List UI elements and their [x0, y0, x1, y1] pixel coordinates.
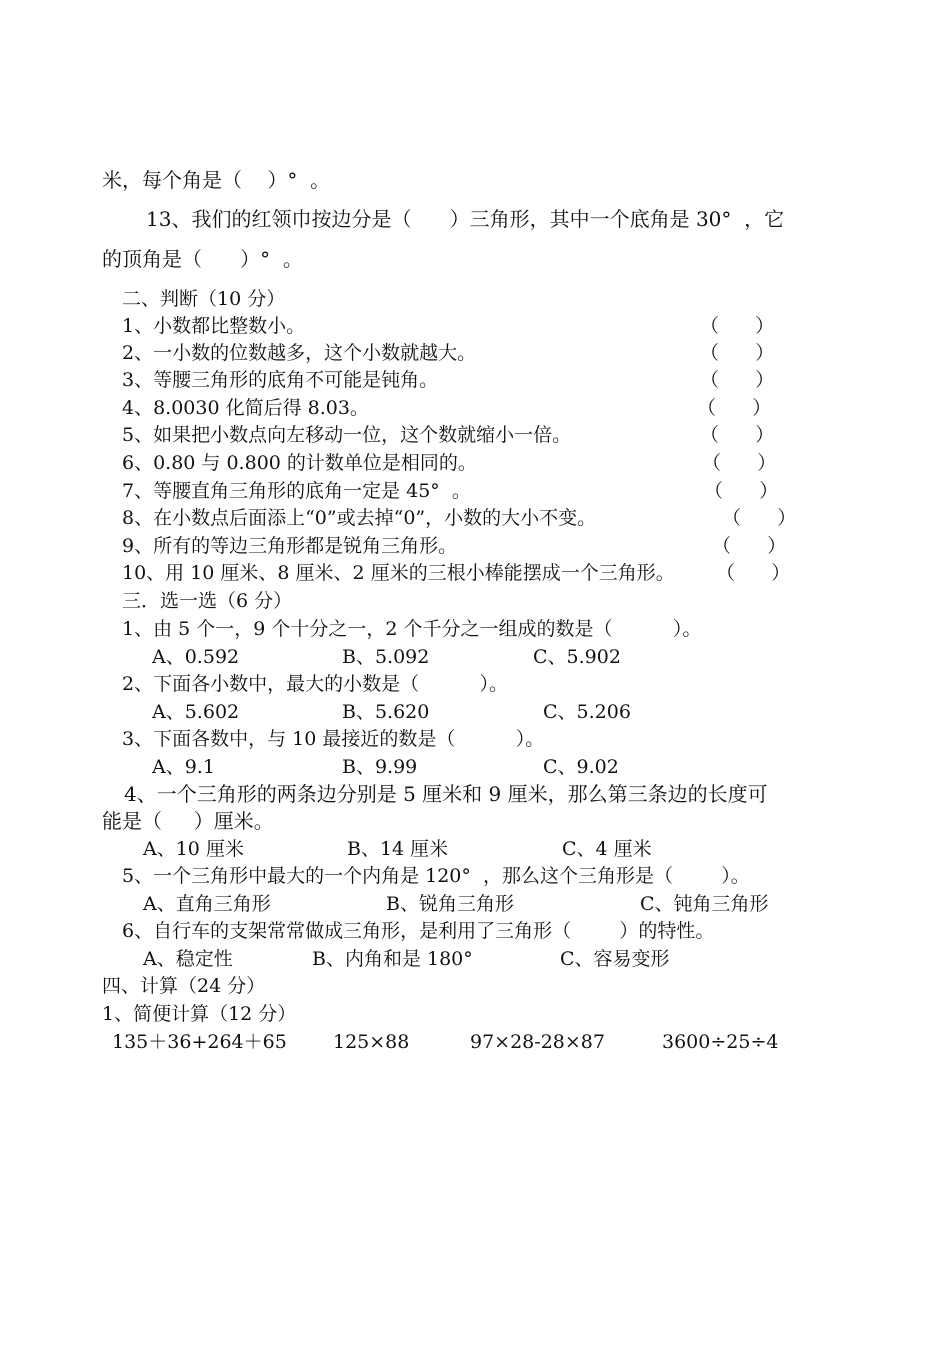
- judge-item-5: 5、如果把小数点向左移动一位，这个数就缩小一倍。: [122, 424, 572, 446]
- choose-q2-stem: 2、下面各小数中，最大的小数是（ ）。: [122, 673, 508, 695]
- calc-expression-4: 3600÷25÷4: [662, 1031, 779, 1053]
- judge-item-4: 4、8.0030 化简后得 8.03。: [122, 397, 369, 419]
- answer-paren[interactable]: （ ）: [697, 397, 772, 419]
- choose-q5-option-c[interactable]: C、钝角三角形: [640, 893, 769, 915]
- fill-in-q13-line2: 的顶角是（ ）° 。: [102, 247, 303, 271]
- choose-q4-option-c[interactable]: C、4 厘米: [562, 838, 652, 860]
- choose-q2-option-c[interactable]: C、5.206: [543, 701, 631, 723]
- calc-expression-1: 135＋36+264＋65: [112, 1031, 287, 1053]
- judge-item-9: 9、所有的等边三角形都是锐角三角形。: [122, 535, 458, 557]
- choose-q1-option-a[interactable]: A、0.592: [152, 646, 240, 668]
- answer-paren[interactable]: （ ）: [700, 342, 775, 364]
- choose-q5-option-a[interactable]: A、直角三角形: [143, 893, 271, 915]
- fill-in-q13-line1: 13、我们的红领巾按边分是（ ）三角形，其中一个底角是 30° ，它: [146, 207, 785, 231]
- judge-item-1: 1、小数都比整数小。: [122, 315, 306, 337]
- judge-item-7: 7、等腰直角三角形的底角一定是 45° 。: [122, 480, 471, 502]
- answer-paren[interactable]: （ ）: [712, 535, 787, 557]
- choose-q3-stem: 3、下面各数中，与 10 最接近的数是（ ）。: [122, 728, 545, 750]
- choose-q1-option-c[interactable]: C、5.902: [533, 646, 621, 668]
- choose-q2-option-a[interactable]: A、5.602: [152, 701, 240, 723]
- choose-q5-option-b[interactable]: B、锐角三角形: [386, 893, 514, 915]
- answer-paren[interactable]: （ ）: [722, 507, 797, 529]
- calc-sub-heading: 1、简便计算（12 分）: [102, 1003, 297, 1025]
- choose-q1-stem: 1、由 5 个一，9 个十分之一，2 个千分之一组成的数是（ ）。: [122, 618, 702, 640]
- choose-q1-option-b[interactable]: B、5.092: [342, 646, 430, 668]
- choose-q4-option-a[interactable]: A、10 厘米: [143, 838, 244, 860]
- calc-heading: 四、计算（24 分）: [102, 975, 266, 997]
- calc-expression-2: 125×88: [333, 1031, 410, 1053]
- choose-q6-option-b[interactable]: B、内角和是 180°: [312, 948, 473, 970]
- choose-heading: 三．选一选（6 分）: [122, 590, 293, 612]
- choose-q3-option-c[interactable]: C、9.02: [543, 756, 619, 778]
- answer-paren[interactable]: （ ）: [700, 424, 775, 446]
- judge-heading: 二、判断（10 分）: [122, 288, 286, 310]
- answer-paren[interactable]: （ ）: [700, 315, 775, 337]
- choose-q6-option-a[interactable]: A、稳定性: [143, 948, 233, 970]
- judge-item-2: 2、一小数的位数越多，这个小数就越大。: [122, 342, 477, 364]
- judge-item-10: 10、用 10 厘米、8 厘米、2 厘米的三根小棒能摆成一个三角形。: [122, 562, 675, 584]
- choose-q6-option-c[interactable]: C、容易变形: [560, 948, 670, 970]
- choose-q6-stem: 6、自行车的支架常常做成三角形，是利用了三角形（ ）的特性。: [122, 920, 715, 942]
- judge-item-8: 8、在小数点后面添上“0”或去掉“0”，小数的大小不变。: [122, 507, 597, 529]
- choose-q3-option-a[interactable]: A、9.1: [152, 756, 215, 778]
- judge-item-3: 3、等腰三角形的底角不可能是钝角。: [122, 369, 439, 391]
- fill-in-q12-tail: 米，每个角是（ ）° 。: [102, 168, 331, 192]
- calc-expression-3: 97×28-28×87: [470, 1031, 605, 1053]
- answer-paren[interactable]: （ ）: [716, 562, 791, 584]
- choose-q4-stem-line1: 4、一个三角形的两条边分别是 5 厘米和 9 厘米，那么第三条边的长度可: [124, 782, 768, 806]
- choose-q2-option-b[interactable]: B、5.620: [342, 701, 430, 723]
- judge-item-6: 6、0.80 与 0.800 的计数单位是相同的。: [122, 452, 477, 474]
- answer-paren[interactable]: （ ）: [702, 452, 777, 474]
- choose-q5-stem: 5、一个三角形中最大的一个内角是 120° ，那么这个三角形是（ ）。: [122, 865, 750, 887]
- answer-paren[interactable]: （ ）: [700, 369, 775, 391]
- choose-q4-stem-line2: 能是（ ）厘米。: [102, 809, 274, 833]
- choose-q4-option-b[interactable]: B、14 厘米: [347, 838, 449, 860]
- choose-q3-option-b[interactable]: B、9.99: [342, 756, 418, 778]
- answer-paren[interactable]: （ ）: [704, 480, 779, 502]
